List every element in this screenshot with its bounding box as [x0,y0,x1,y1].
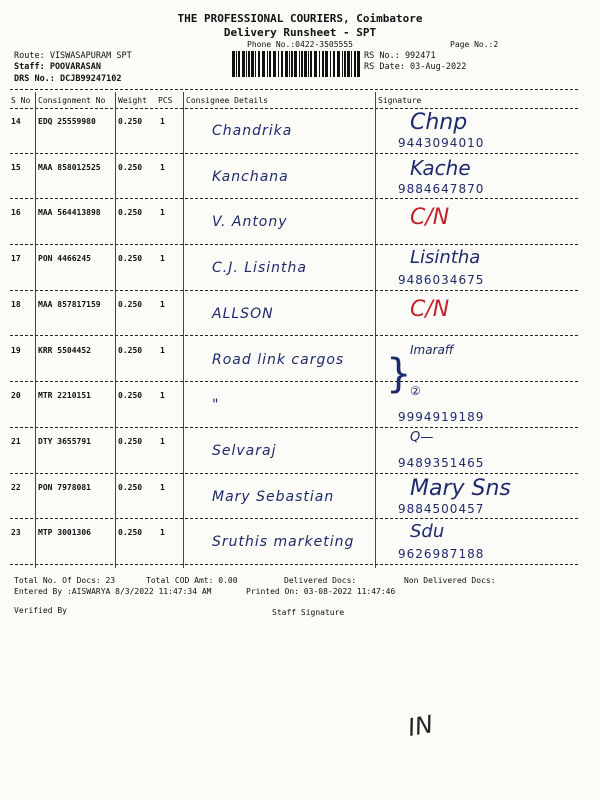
row-pcs: 1 [160,162,165,172]
table-row [0,519,600,565]
row-consignee-handwritten: ALLSON [212,305,274,322]
row-phone-handwritten: 9884647870 [398,181,485,196]
row-consignee-handwritten: Sruthis marketing [212,534,355,551]
col-weight-header: Weight [118,96,147,105]
row-sno: 14 [11,117,21,126]
row-signature-handwritten: Q— [410,429,434,445]
rs-date: RS Date: 03-Aug-2022 [364,62,467,72]
row-phone-handwritten: 9489351465 [398,455,485,470]
non-delivered-docs: Non Delivered Docs: [404,576,496,585]
row-sno: 16 [11,208,21,218]
row-signature-handwritten: Mary Sns [410,475,511,501]
row-weight: 0.250 [118,482,143,492]
table-row [0,245,600,291]
row-weight: 0.250 [118,436,143,446]
col-consignment-header: Consignment No [38,96,106,105]
row-signature-handwritten: Lisintha [410,247,481,269]
row-sno: 18 [11,299,21,309]
row-signature-handwritten: Kache [410,155,471,180]
table-top-divider [10,89,578,90]
row-consignee-handwritten: " [212,397,220,414]
row-weight: 0.250 [118,391,143,401]
row-pcs: 1 [160,299,165,309]
row-signature-handwritten: ② [410,384,421,399]
row-pcs: 1 [160,482,165,492]
page-number: Page No.:2 [450,40,499,49]
row-consignment-no: PON 7978081 [38,482,91,492]
barcode-image [232,51,360,77]
row-weight: 0.250 [118,299,143,309]
rs-number: RS No.: 992471 [364,51,436,61]
entered-by: Entered By :AISWARYA 8/3/2022 11:47:34 AM [14,587,212,596]
row-weight: 0.250 [118,162,143,172]
row-consignment-no: EDQ 25559980 [38,117,96,126]
row-phone-handwritten: 9626987188 [398,547,485,562]
table-row [0,474,600,520]
row-pcs: 1 [160,345,165,355]
total-docs: Total No. Of Docs: 23 [14,576,116,585]
row-signature-handwritten: C/N [410,205,450,231]
col-signature-header: Signature [378,96,422,105]
row-divider [10,564,578,565]
handwritten-bracket-icon: } [386,350,412,397]
row-consignment-no: DTY 3655791 [38,436,91,446]
row-consignee-handwritten: Chandrika [212,123,293,139]
col-pcs-header: PCS [158,96,173,105]
table-row [0,154,600,200]
row-phone-handwritten: 9486034675 [398,273,485,288]
row-pcs: 1 [160,436,165,446]
row-weight: 0.250 [118,345,143,355]
row-pcs: 1 [160,117,165,126]
table-row [0,428,600,474]
company-title: THE PROFESSIONAL COURIERS, Coimbatore [177,12,423,25]
row-consignment-no: KRR 5504452 [38,345,91,355]
row-consignment-no: MTR 2210151 [38,391,91,401]
staff-label: Staff: POOVARASAN [14,62,101,72]
row-weight: 0.250 [118,208,143,218]
row-consignee-handwritten: V. Antony [212,214,288,231]
row-pcs: 1 [160,391,165,401]
row-consignee-handwritten: Selvaraj [212,442,277,459]
table-row [0,291,600,337]
row-consignment-no: PON 4466245 [38,254,91,264]
row-consignee-handwritten: Kanchana [212,168,289,185]
row-sno: 22 [11,482,21,492]
col-sno-header: S No [11,96,31,105]
row-consignee-handwritten: Mary Sebastian [212,488,335,505]
row-consignee-handwritten: Road link cargos [212,351,345,368]
row-consignee-handwritten: C.J. Lisintha [212,260,307,277]
row-pcs: 1 [160,528,165,538]
row-sno: 19 [11,345,21,355]
row-sno: 20 [11,391,21,401]
row-weight: 0.250 [118,254,143,264]
row-consignment-no: MAA 857817159 [38,299,101,309]
table-row [0,199,600,245]
row-consignment-no: MAA 858012525 [38,162,101,172]
handwritten-mark: IN [405,710,436,742]
runsheet-subtitle: Delivery Runsheet - SPT [223,26,377,39]
row-weight: 0.250 [118,528,143,538]
row-consignment-no: MAA 564413898 [38,208,101,218]
row-signature-handwritten: Imaraff [410,342,454,357]
row-phone-handwritten: 9884500457 [398,501,485,516]
phone-number: Phone No.:0422-3505555 [247,40,353,49]
row-signature-handwritten: C/N [410,296,450,322]
total-cod: Total COD Amt: 0.00 [146,576,238,585]
printed-on: Printed On: 03-08-2022 11:47:46 [246,587,396,596]
row-pcs: 1 [160,254,165,264]
row-sno: 15 [11,162,21,172]
drs-number: DRS No.: DCJB99247102 [14,74,122,84]
staff-signature-label: Staff Signature [272,608,345,617]
row-signature-handwritten: Chnp [410,110,468,135]
table-row [0,337,600,383]
row-phone-handwritten: 9443094010 [398,136,485,150]
col-consignee-header: Consignee Details [186,96,268,105]
row-phone-handwritten: 9994919189 [398,410,485,425]
row-signature-handwritten: Sdu [410,521,445,543]
row-sno: 21 [11,436,21,446]
row-weight: 0.250 [118,117,143,126]
verified-by: Verified By [14,606,67,615]
route-label: Route: VISWASAPURAM SPT [14,51,132,61]
table-row [0,382,600,428]
row-consignment-no: MTP 3001306 [38,528,91,538]
row-sno: 17 [11,254,21,264]
delivered-docs: Delivered Docs: [284,576,357,585]
table-row [0,108,600,154]
row-pcs: 1 [160,208,165,218]
row-sno: 23 [11,528,21,538]
